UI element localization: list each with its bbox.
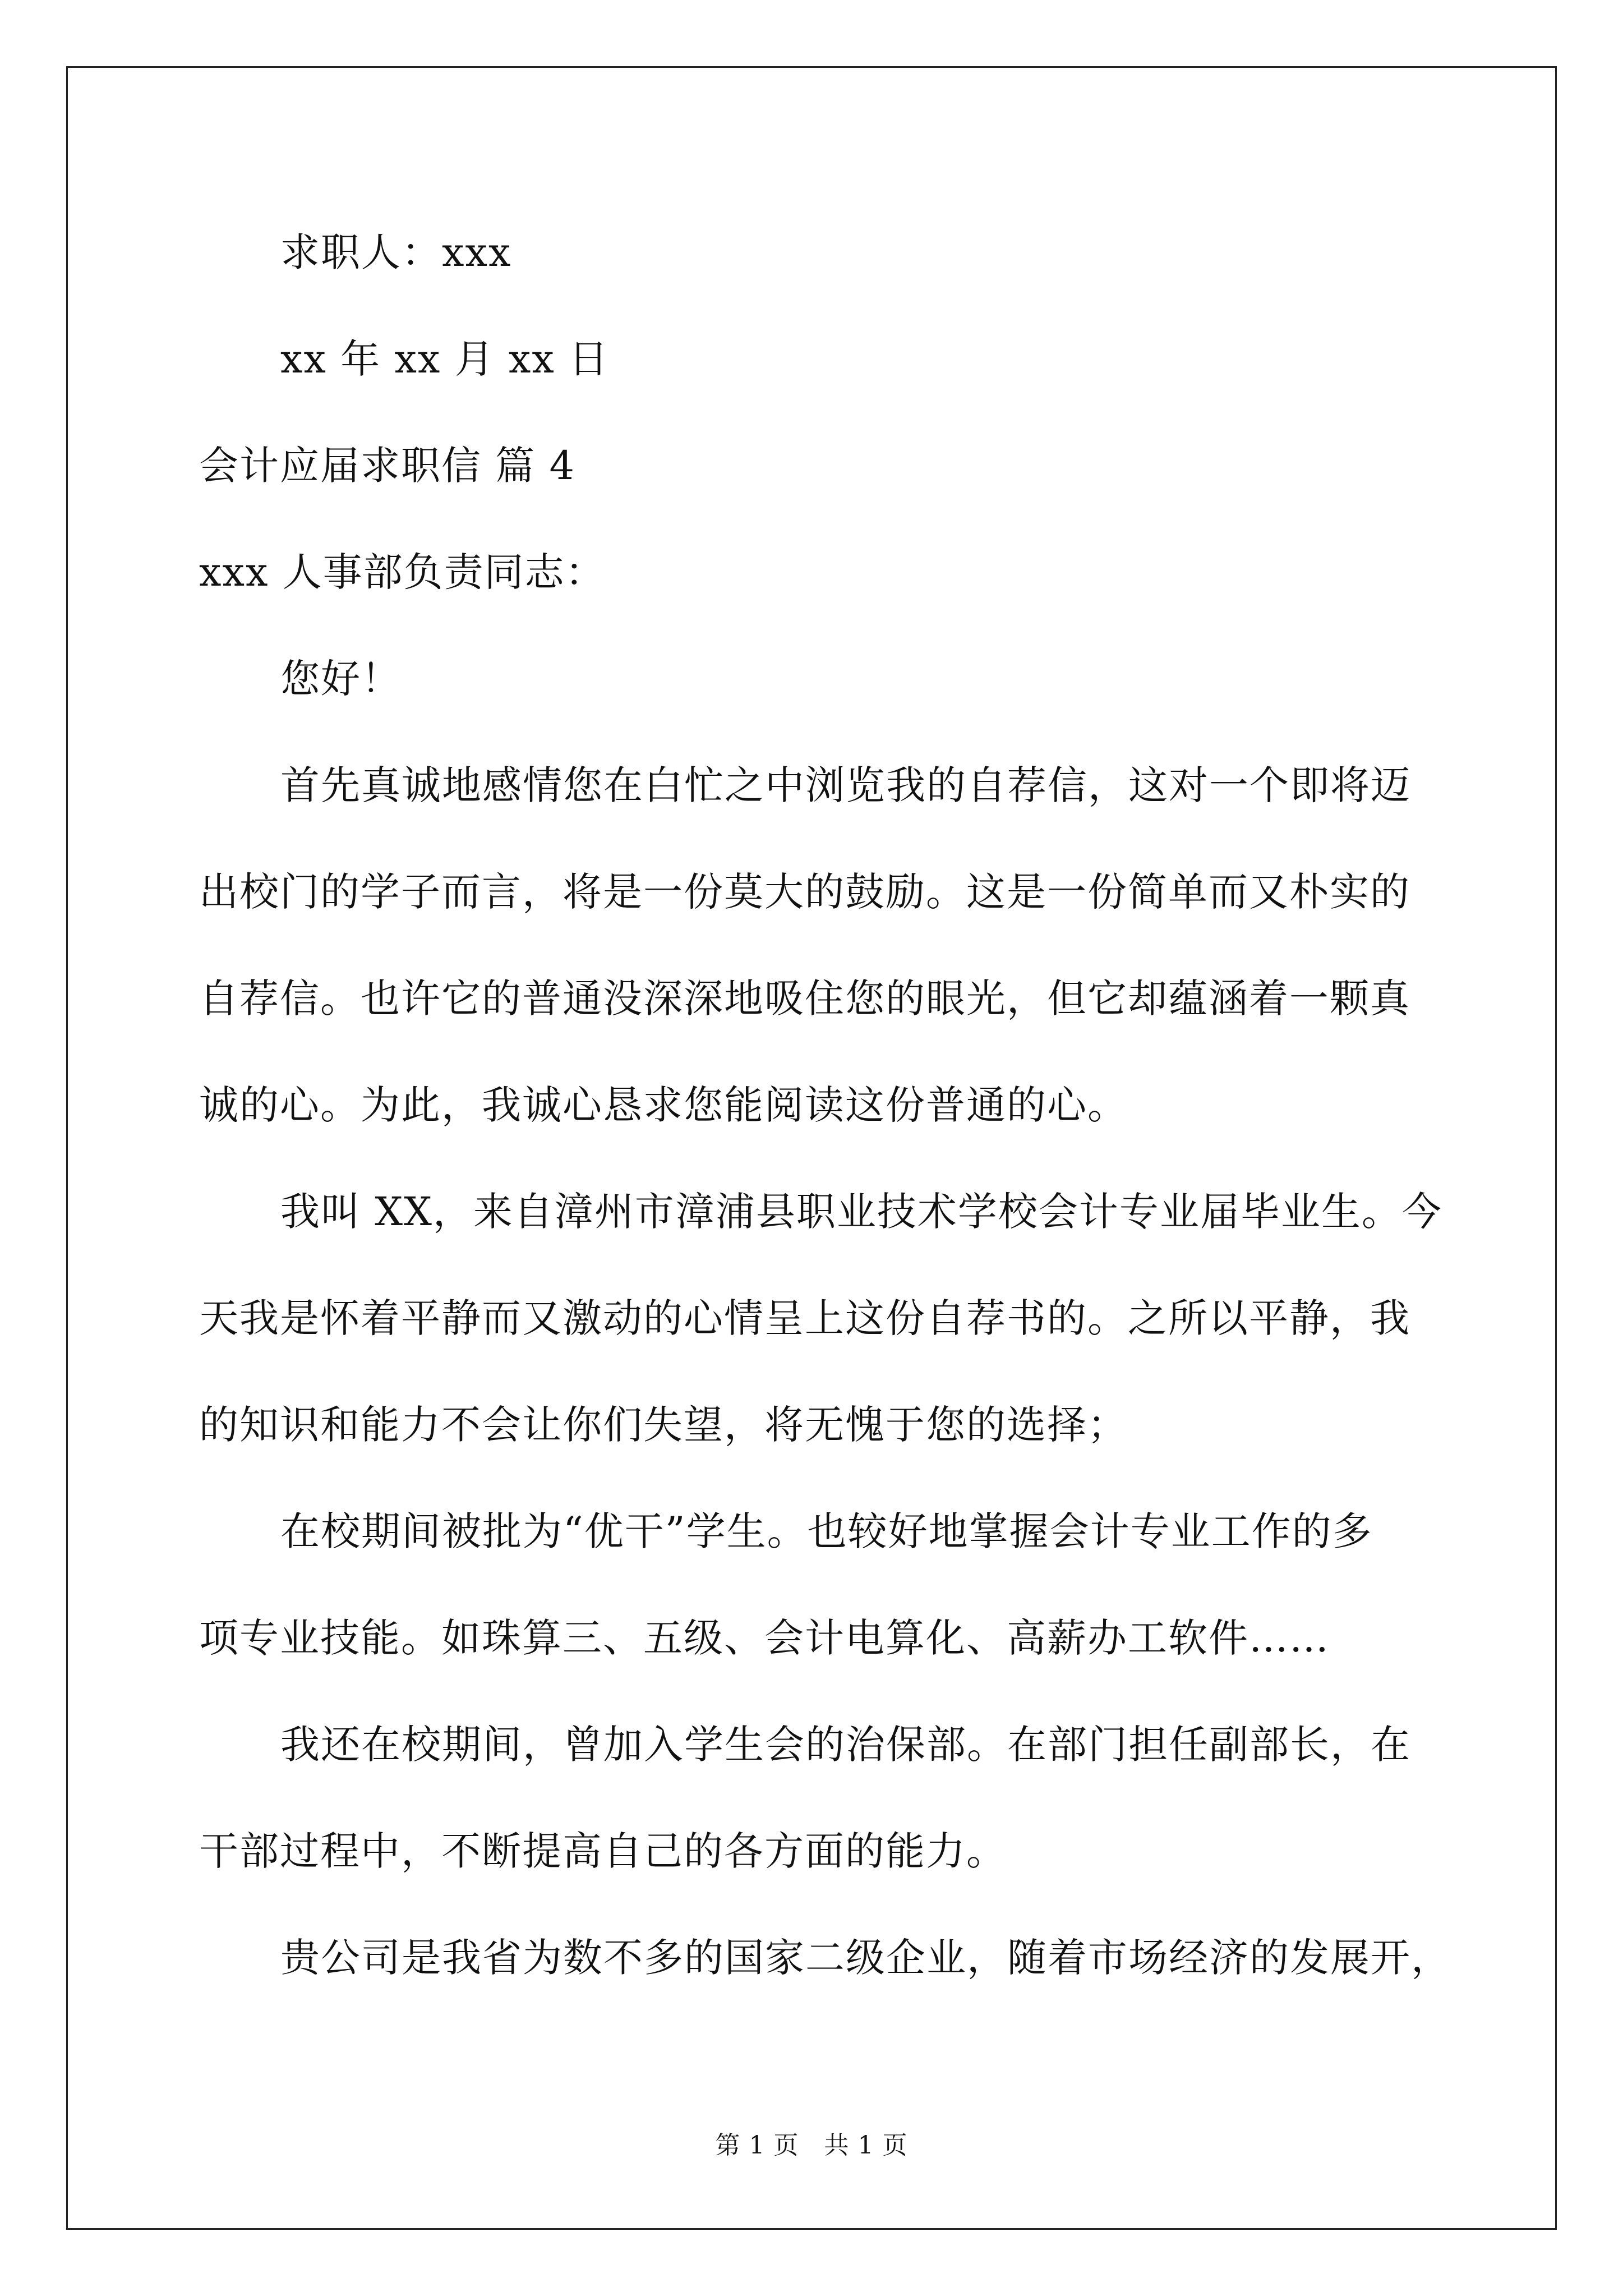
paragraph-line: 的知识和能力不会让你们失望，将无愧于您的选择；: [199, 1402, 1128, 1448]
applicant-line: 求职人：xxx: [280, 229, 512, 275]
page-footer: 第 1 页 共 1 页: [715, 2131, 908, 2160]
paragraph-line: 项专业技能。如珠算三、五级、会计电算化、高薪办工软件……: [199, 1615, 1330, 1661]
greeting: 您好！: [280, 656, 402, 702]
date-line: xx 年 xx 月 xx 日: [280, 336, 610, 382]
salutation: xxx 人事部负责同志：: [199, 549, 606, 595]
paragraph-line: 诚的心。为此，我诚心恳求您能阅读这份普通的心。: [199, 1082, 1128, 1128]
paragraph-line: 首先真诚地感情您在白忙之中浏览我的自荐信，这对一个即将迈: [280, 762, 1411, 808]
section-title: 会计应届求职信 篇 4: [199, 443, 576, 489]
paragraph-line: 在校期间被批为“优干”学生。也较好地掌握会计专业工作的多: [280, 1508, 1373, 1554]
paragraph-line: 干部过程中，不断提高自己的各方面的能力。: [199, 1828, 1007, 1874]
paragraph-line: 出校门的学子而言，将是一份莫大的鼓励。这是一份简单而又朴实的: [199, 869, 1410, 915]
paragraph-line: 我还在校期间，曾加入学生会的治保部。在部门担任副部长，在: [280, 1722, 1411, 1768]
page-border: [66, 66, 1557, 2230]
paragraph-line: 贵公司是我省为数不多的国家二级企业，随着市场经济的发展开，: [280, 1935, 1451, 1981]
paragraph-line: 我叫 XX，来自漳州市漳浦县职业技术学校会计专业届毕业生。今: [280, 1189, 1442, 1235]
paragraph-line: 天我是怀着平静而又激动的心情呈上这份自荐书的。之所以平静，我: [199, 1295, 1410, 1341]
paragraph-line: 自荐信。也许它的普通没深深地吸住您的眼光，但它却蕴涵着一颗真: [199, 976, 1410, 1022]
